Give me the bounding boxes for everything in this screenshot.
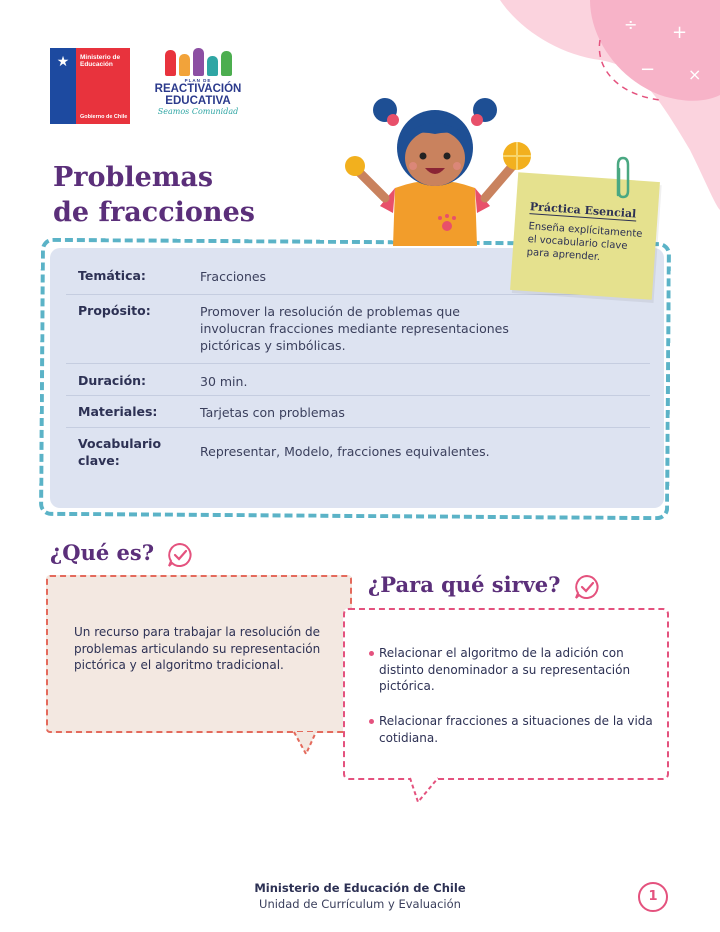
para-que-heading <box>368 572 600 600</box>
row-label: Materiales: <box>78 404 158 419</box>
para-que-bullet: Relacionar el algoritmo de la adición con distinto denominador a su representación pictórica. <box>369 645 659 695</box>
info-row-vocabulario <box>66 428 650 472</box>
para-que-heading-text: ¿Para qué sirve? <box>368 572 561 597</box>
row-value: 30 min. <box>200 374 248 389</box>
check-bubble-icon <box>167 542 193 568</box>
paperclip-icon <box>612 155 634 201</box>
footer <box>0 880 720 912</box>
logo-text: Seamos Comunidad <box>157 107 239 116</box>
row-label: Temática: <box>78 268 146 283</box>
hands-icon <box>152 46 244 76</box>
page-title <box>53 160 255 230</box>
footer-line: Unidad de Currículum y Evaluación <box>259 897 461 911</box>
note-body: Enseña explícitamente el vocabulario clave para aprender. <box>526 221 643 264</box>
svg-text:×: × <box>688 65 702 84</box>
para-que-bullet: Relacionar fracciones a situaciones de la vida cotidiana. <box>369 713 659 746</box>
svg-text:÷: ÷ <box>624 15 638 34</box>
row-value: Representar, Modelo, fracciones equivalentes. <box>200 444 490 459</box>
logo-text: REACTIVACIÓN <box>154 83 242 95</box>
svg-text:−: − <box>640 59 656 80</box>
note-title: Práctica Esencial <box>529 200 637 221</box>
title-line: de fracciones <box>53 197 255 228</box>
que-es-heading <box>50 540 193 568</box>
row-value: Promover la resolución de problemas que involucran fracciones mediante representaciones pictóricas y simbólicas. <box>200 304 509 353</box>
info-row-duracion <box>66 364 650 396</box>
svg-text:+: + <box>672 22 688 43</box>
logo-text: Educación <box>80 61 113 68</box>
info-row-materiales <box>66 396 650 428</box>
speech-tail-icon <box>292 730 322 758</box>
row-value: Tarjetas con problemas <box>200 405 345 420</box>
row-label: Vocabulario clave: <box>78 436 162 468</box>
row-value: Fracciones <box>200 269 267 284</box>
ministerio-logo <box>50 48 130 124</box>
info-row-proposito <box>66 295 650 364</box>
logo-text: PLAN DE <box>184 78 212 83</box>
check-bubble-icon <box>574 574 600 600</box>
logo-text: Ministerio de <box>80 54 121 61</box>
que-es-heading-text: ¿Qué es? <box>50 540 155 565</box>
logo-text: Gobierno de Chile <box>80 114 128 120</box>
speech-tail-icon <box>408 776 442 806</box>
reactivacion-logo <box>152 46 244 126</box>
girl-illustration <box>335 88 535 246</box>
logo-text: EDUCATIVA <box>165 95 231 107</box>
page-number: 1 <box>638 882 668 912</box>
row-label: Duración: <box>78 373 147 388</box>
footer-line: Ministerio de Educación de Chile <box>254 881 466 895</box>
que-es-text: Un recurso para trabajar la resolución de problemas articulando su representación pictórica y el algoritmo tradicional. <box>74 625 321 672</box>
row-label: Propósito: <box>78 303 151 318</box>
title-line: Problemas <box>53 162 214 193</box>
practica-esencial-note <box>510 172 660 300</box>
star-icon: ★ <box>56 54 70 70</box>
